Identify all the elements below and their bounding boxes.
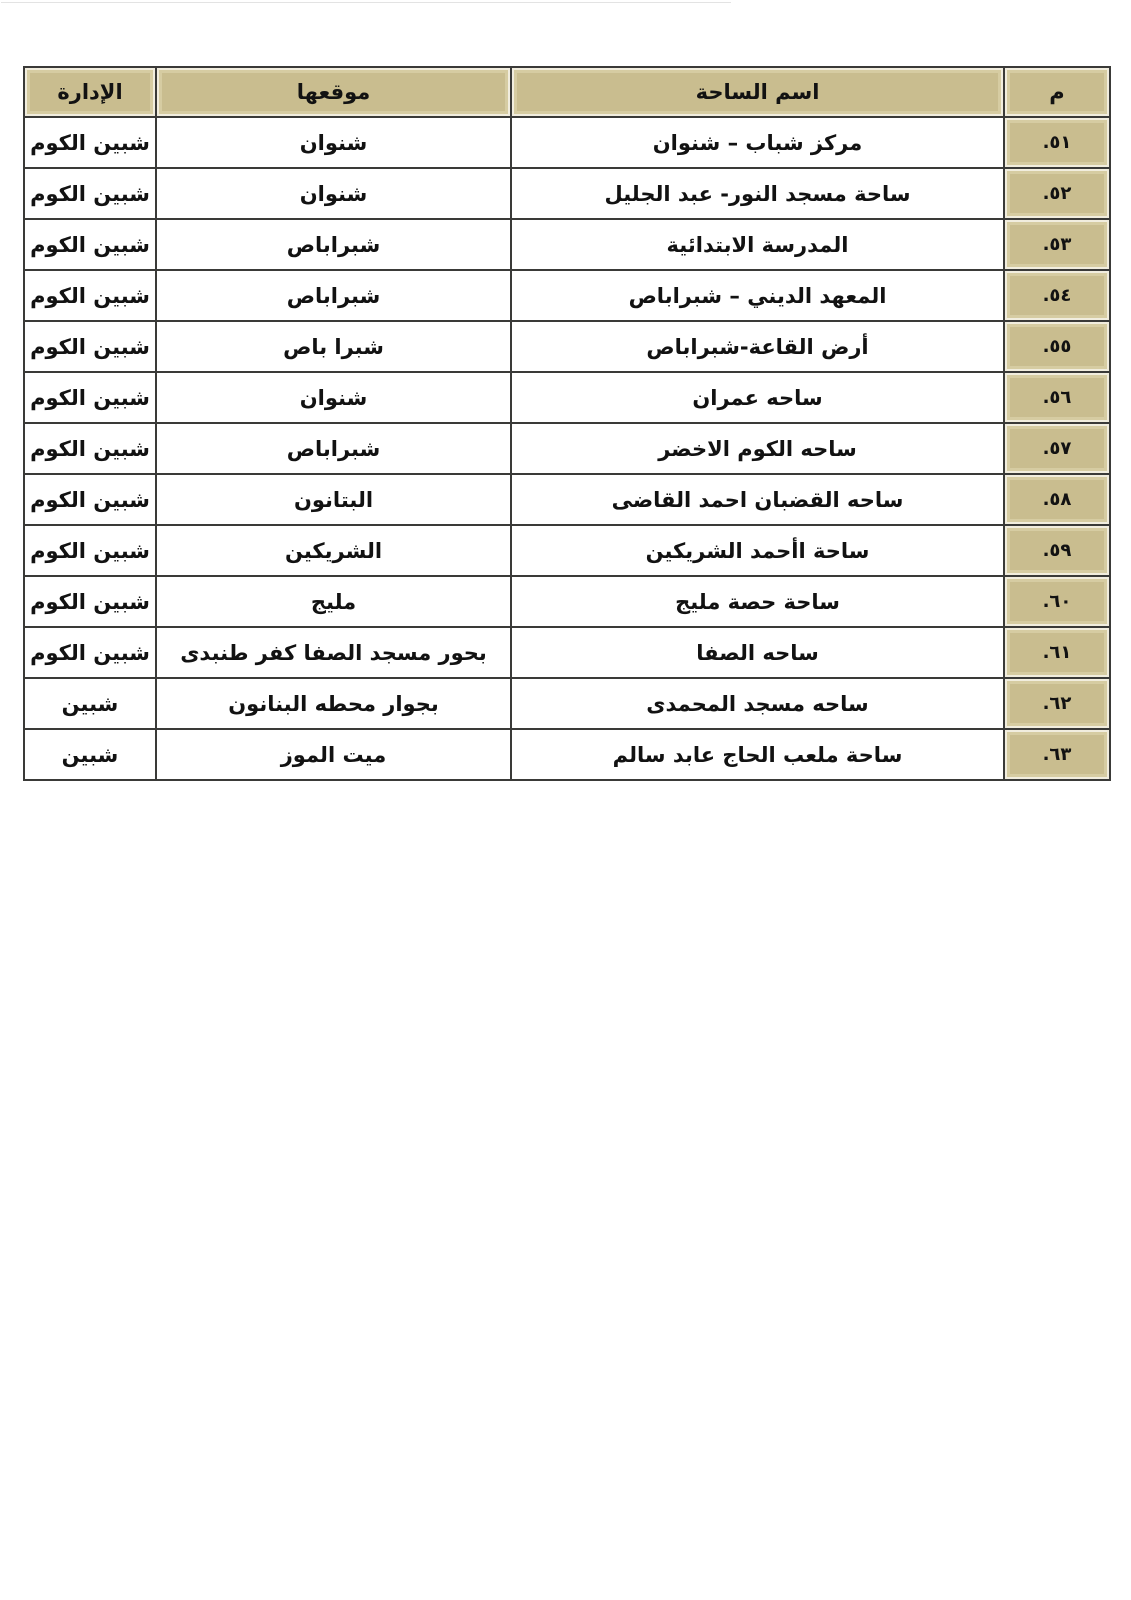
table-row <box>24 219 1110 270</box>
arena-name-cell: مركز شباب – شنوان <box>511 117 1004 168</box>
header-name: اسم الساحة <box>511 67 1004 117</box>
admin-cell: شبين الكوم <box>24 117 156 168</box>
row-number-cell: ٥٥. <box>1004 321 1110 372</box>
admin-cell: شبين <box>24 729 156 780</box>
admin-cell: شبين الكوم <box>24 270 156 321</box>
table-row <box>24 576 1110 627</box>
row-number-cell: ٥٣. <box>1004 219 1110 270</box>
arena-name-cell: ساحه القضبان احمد القاضى <box>511 474 1004 525</box>
location-cell: شنوان <box>156 117 511 168</box>
location-cell: بجوار محطه البنانون <box>156 678 511 729</box>
arena-name-cell: ساحه الصفا <box>511 627 1004 678</box>
location-cell: شنوان <box>156 372 511 423</box>
admin-cell: شبين الكوم <box>24 423 156 474</box>
arena-name-cell: ساحة مسجد النور- عبد الجليل <box>511 168 1004 219</box>
location-cell: شبرا باص <box>156 321 511 372</box>
table-row <box>24 627 1110 678</box>
location-cell: مليج <box>156 576 511 627</box>
row-number-cell: ٥٤. <box>1004 270 1110 321</box>
admin-cell: شبين الكوم <box>24 474 156 525</box>
row-number-cell: ٥٧. <box>1004 423 1110 474</box>
admin-cell: شبين الكوم <box>24 321 156 372</box>
arena-name-cell: ساحه الكوم الاخضر <box>511 423 1004 474</box>
location-cell: شبراباص <box>156 219 511 270</box>
table-header-row <box>24 67 1110 117</box>
location-cell: ميت الموز <box>156 729 511 780</box>
row-number-cell: ٦٣. <box>1004 729 1110 780</box>
table-row <box>24 168 1110 219</box>
location-cell: الشريكين <box>156 525 511 576</box>
admin-cell: شبين الكوم <box>24 525 156 576</box>
arena-name-cell: ساحة ملعب الحاج عابد سالم <box>511 729 1004 780</box>
table-row <box>24 117 1110 168</box>
row-number-cell: ٥٢. <box>1004 168 1110 219</box>
table-row <box>24 372 1110 423</box>
admin-cell: شبين <box>24 678 156 729</box>
table-row <box>24 525 1110 576</box>
admin-cell: شبين الكوم <box>24 168 156 219</box>
location-cell: البتانون <box>156 474 511 525</box>
arena-name-cell: أرض القاعة-شبراباص <box>511 321 1004 372</box>
scan-artifact-line <box>1 2 731 3</box>
location-cell: شبراباص <box>156 270 511 321</box>
arena-name-cell: ساحة اأحمد الشريكين <box>511 525 1004 576</box>
admin-cell: شبين الكوم <box>24 627 156 678</box>
row-number-cell: ٥٩. <box>1004 525 1110 576</box>
table-row <box>24 423 1110 474</box>
table-row <box>24 729 1110 780</box>
location-cell: شنوان <box>156 168 511 219</box>
table-row <box>24 678 1110 729</box>
row-number-cell: ٦٢. <box>1004 678 1110 729</box>
row-number-cell: ٦٠. <box>1004 576 1110 627</box>
header-location: موقعها <box>156 67 511 117</box>
arena-name-cell: ساحة حصة مليج <box>511 576 1004 627</box>
row-number-cell: ٦١. <box>1004 627 1110 678</box>
table-row <box>24 321 1110 372</box>
table-header <box>24 67 1110 117</box>
row-number-cell: ٥١. <box>1004 117 1110 168</box>
admin-cell: شبين الكوم <box>24 576 156 627</box>
row-number-cell: ٥٨. <box>1004 474 1110 525</box>
table-row <box>24 270 1110 321</box>
table-body <box>24 117 1110 780</box>
arena-name-cell: المدرسة الابتدائية <box>511 219 1004 270</box>
admin-cell: شبين الكوم <box>24 372 156 423</box>
row-number-cell: ٥٦. <box>1004 372 1110 423</box>
arena-name-cell: المعهد الديني – شبراباص <box>511 270 1004 321</box>
location-cell: شبراباص <box>156 423 511 474</box>
table-row <box>24 474 1110 525</box>
arena-name-cell: ساحه مسجد المحمدى <box>511 678 1004 729</box>
location-cell: بحور مسجد الصفا كفر طنبدى <box>156 627 511 678</box>
admin-cell: شبين الكوم <box>24 219 156 270</box>
header-admin: الإدارة <box>24 67 156 117</box>
header-number: م <box>1004 67 1110 117</box>
squares-table <box>23 66 1111 781</box>
arena-name-cell: ساحه عمران <box>511 372 1004 423</box>
